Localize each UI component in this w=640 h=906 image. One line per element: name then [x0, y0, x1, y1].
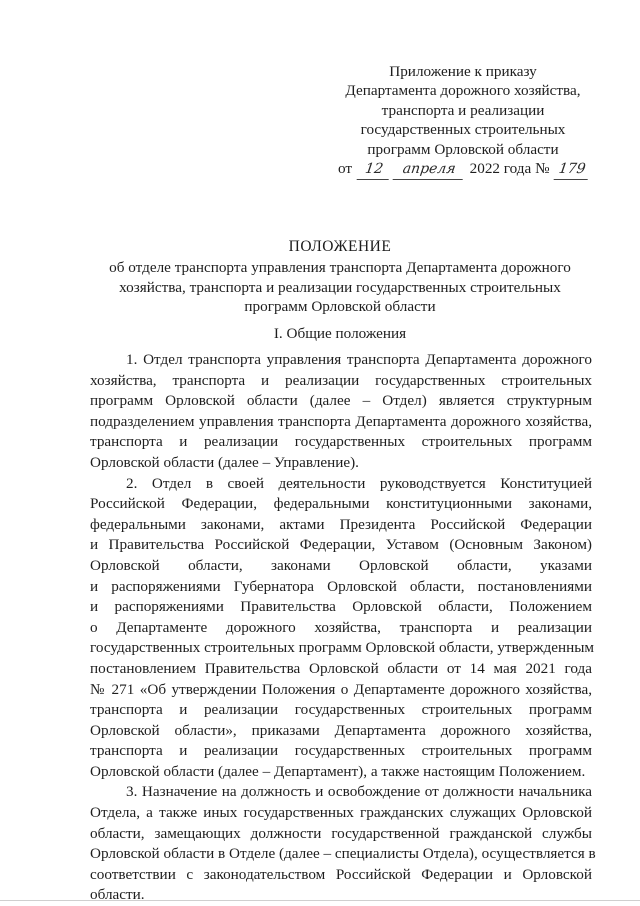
- paragraph-line: Орловской области», приказами Департамента дорожного хозяйства,: [90, 721, 592, 739]
- paragraph-line: федеральными законами, актами Президента Российской Федерации: [90, 515, 592, 533]
- paragraph-line: транспорта и реализации государственных строительных программ: [90, 433, 592, 451]
- section-heading: I. Общие положения: [273, 325, 407, 342]
- paragraph-line: и Правительства Российской Федерации, Уставом (Основным Законом): [90, 536, 592, 554]
- date-prefix: от: [338, 160, 353, 178]
- appendix-line: программ Орловской области: [367, 140, 559, 158]
- paragraph-line: 2. Отдел в своей деятельности руководствуется Конституцией: [126, 474, 592, 492]
- paragraph-line: области.: [90, 886, 145, 904]
- paragraph-line: постановлением Правительства Орловской области от 14 мая 2021 года: [90, 659, 592, 677]
- paragraph-1: [90, 350, 592, 474]
- paragraph-line: хозяйства, транспорта и реализации государственных строительных: [90, 371, 592, 389]
- paragraph-line: Орловской области (далее – Департамент), а также настоящим Положением.: [90, 762, 586, 780]
- paragraph-line: соответствии с законодательством Российской Федерации и Орловской: [90, 865, 592, 883]
- paragraph-line: Орловской области в Отделе (далее – специалисты Отдела), осуществляется в: [90, 845, 596, 863]
- paragraph-line: области, замещающих должности государственной гражданской службы: [90, 824, 592, 842]
- date-year: 2022 года №: [469, 160, 550, 178]
- paragraph-line: 3. Назначение на должность и освобождение от должности начальника: [126, 783, 592, 801]
- document-title: ПОЛОЖЕНИЕ: [288, 238, 392, 255]
- appendix-line: Департамента дорожного хозяйства,: [345, 82, 581, 100]
- paragraph-line: Российской Федерации, федеральными конституционными законами,: [90, 495, 592, 513]
- paragraph-2: [90, 474, 595, 783]
- handwritten-order-number: 179: [554, 160, 591, 180]
- paragraph-line: Орловской области (далее – Управление).: [90, 453, 359, 471]
- paragraph-line: № 271 «Об утверждении Положения о Департаменте дорожного хозяйства,: [90, 680, 592, 698]
- appendix-line: транспорта и реализации: [381, 101, 545, 119]
- paragraph-line: программ Орловской области (далее – Отдел) является структурным: [90, 392, 592, 410]
- paragraph-line: Орловской области, законами Орловской области, указами: [90, 556, 592, 574]
- document-subtitle: [90, 258, 590, 317]
- paragraph-line: транспорта и реализации государственных строительных программ: [90, 742, 592, 760]
- paragraph-line: 1. Отдел транспорта управления транспорта Департамента дорожного: [126, 351, 592, 368]
- paragraph-line: о Департаменте дорожного хозяйства, транспорта и реализации: [90, 618, 592, 636]
- handwritten-day: 12: [356, 160, 391, 180]
- page-bottom-edge: [0, 900, 640, 903]
- appendix-line: государственных строительных: [360, 121, 566, 139]
- appendix-line: Приложение к приказу: [389, 63, 537, 80]
- handwritten-month: апреля: [392, 160, 465, 180]
- paragraph-line: Отдела, а также иных государственных гражданских служащих Орловской: [90, 804, 592, 822]
- subtitle-line: об отделе транспорта управления транспорта Департамента дорожного: [109, 259, 571, 276]
- order-date-line: [338, 159, 588, 180]
- paragraph-3: [90, 782, 596, 906]
- paragraph-line: транспорта и реализации государственных строительных программ: [90, 701, 592, 719]
- paragraph-line: государственных строительных программ Орловской области, утвержденным: [90, 639, 595, 657]
- document-body: [90, 350, 596, 906]
- subtitle-line: программ Орловской области: [244, 298, 436, 315]
- paragraph-line: подразделением управления транспорта Департамента дорожного хозяйства,: [90, 412, 592, 430]
- subtitle-line: хозяйства, транспорта и реализации государственных строительных: [119, 278, 561, 296]
- paragraph-line: и распоряжениями Губернатора Орловской области, постановлениями: [90, 577, 592, 595]
- paragraph-line: и распоряжениями Правительства Орловской области, Положением: [90, 598, 592, 616]
- appendix-block: [338, 62, 588, 180]
